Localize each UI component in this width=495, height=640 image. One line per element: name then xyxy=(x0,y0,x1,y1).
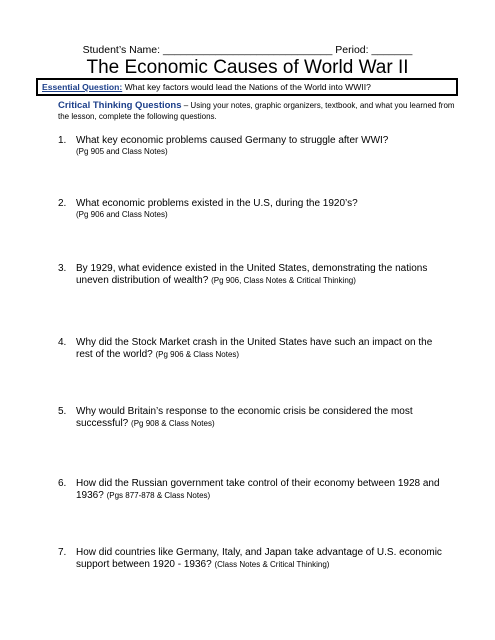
question-text: What economic problems existed in the U.S, during the 1920’s? xyxy=(76,198,358,209)
question-7 xyxy=(58,547,448,571)
instructions-dash: – xyxy=(181,101,191,110)
question-reference: (Pg 905 and Class Notes) xyxy=(76,147,168,156)
question-text: What key economic problems caused Germany to struggle after WWI? xyxy=(76,135,389,146)
question-number: 6. xyxy=(58,478,67,489)
period-blank: _______ xyxy=(371,44,413,56)
question-text: Why did the Stock Market crash in the United States have such an impact on the rest of the world? xyxy=(76,337,433,360)
essential-question-label: Essential Question: xyxy=(42,82,123,92)
question-reference: (Pg 906, Class Notes & Critical Thinking) xyxy=(211,276,356,285)
question-text-with-reference xyxy=(76,406,448,430)
question-number: 1. xyxy=(58,135,67,146)
essential-question-text: What key factors would lead the Nations of the World into WWII? xyxy=(124,82,371,92)
question-4 xyxy=(58,337,448,361)
question-3 xyxy=(58,263,448,287)
essential-question-box xyxy=(36,78,458,96)
question-reference: (Pg 906 & Class Notes) xyxy=(155,350,240,359)
question-text: Why would Britain’s response to the economic crisis be considered the most successful? xyxy=(76,406,413,429)
question-number: 3. xyxy=(58,263,67,274)
question-number: 7. xyxy=(58,547,67,558)
question-text: How did the Russian government take control of their economy between 1928 and 1936? xyxy=(76,478,440,501)
question-text: How did countries like Germany, Italy, and Japan take advantage of U.S. economic support between 1920 - 1936? xyxy=(76,547,442,570)
question-reference: (Class Notes & Critical Thinking) xyxy=(214,560,330,569)
name-label: Student’s Name: xyxy=(82,44,161,56)
question-reference: (Pgs 877-878 & Class Notes) xyxy=(106,491,211,500)
question-number: 2. xyxy=(58,198,67,209)
question-text-with-reference xyxy=(76,547,448,571)
question-text-with-reference xyxy=(76,478,448,502)
period-label: Period: xyxy=(335,44,369,56)
question-5 xyxy=(58,406,448,430)
instructions-heading: Critical Thinking Questions xyxy=(58,100,182,111)
question-2 xyxy=(58,198,448,220)
question-text: By 1929, what evidence existed in the United States, demonstrating the nations uneven distribution of wealth? xyxy=(76,263,428,286)
question-reference: (Pg 908 & Class Notes) xyxy=(131,419,215,428)
question-1 xyxy=(58,135,448,157)
name-blank: _____________________________ xyxy=(162,44,333,56)
question-6 xyxy=(58,478,448,502)
page-title: The Economic Causes of World War II xyxy=(86,57,409,78)
instructions-text: Using your notes, graphic organizers, textbook, and what you learned from the lesson, complete the following questions. xyxy=(58,101,455,121)
question-number: 5. xyxy=(58,406,67,417)
student-info-line xyxy=(0,44,495,56)
question-text-with-reference xyxy=(76,263,448,287)
question-reference: (Pg 906 and Class Notes) xyxy=(76,210,168,219)
instructions xyxy=(58,100,458,122)
question-text-with-reference xyxy=(76,337,448,361)
question-number: 4. xyxy=(58,337,67,348)
